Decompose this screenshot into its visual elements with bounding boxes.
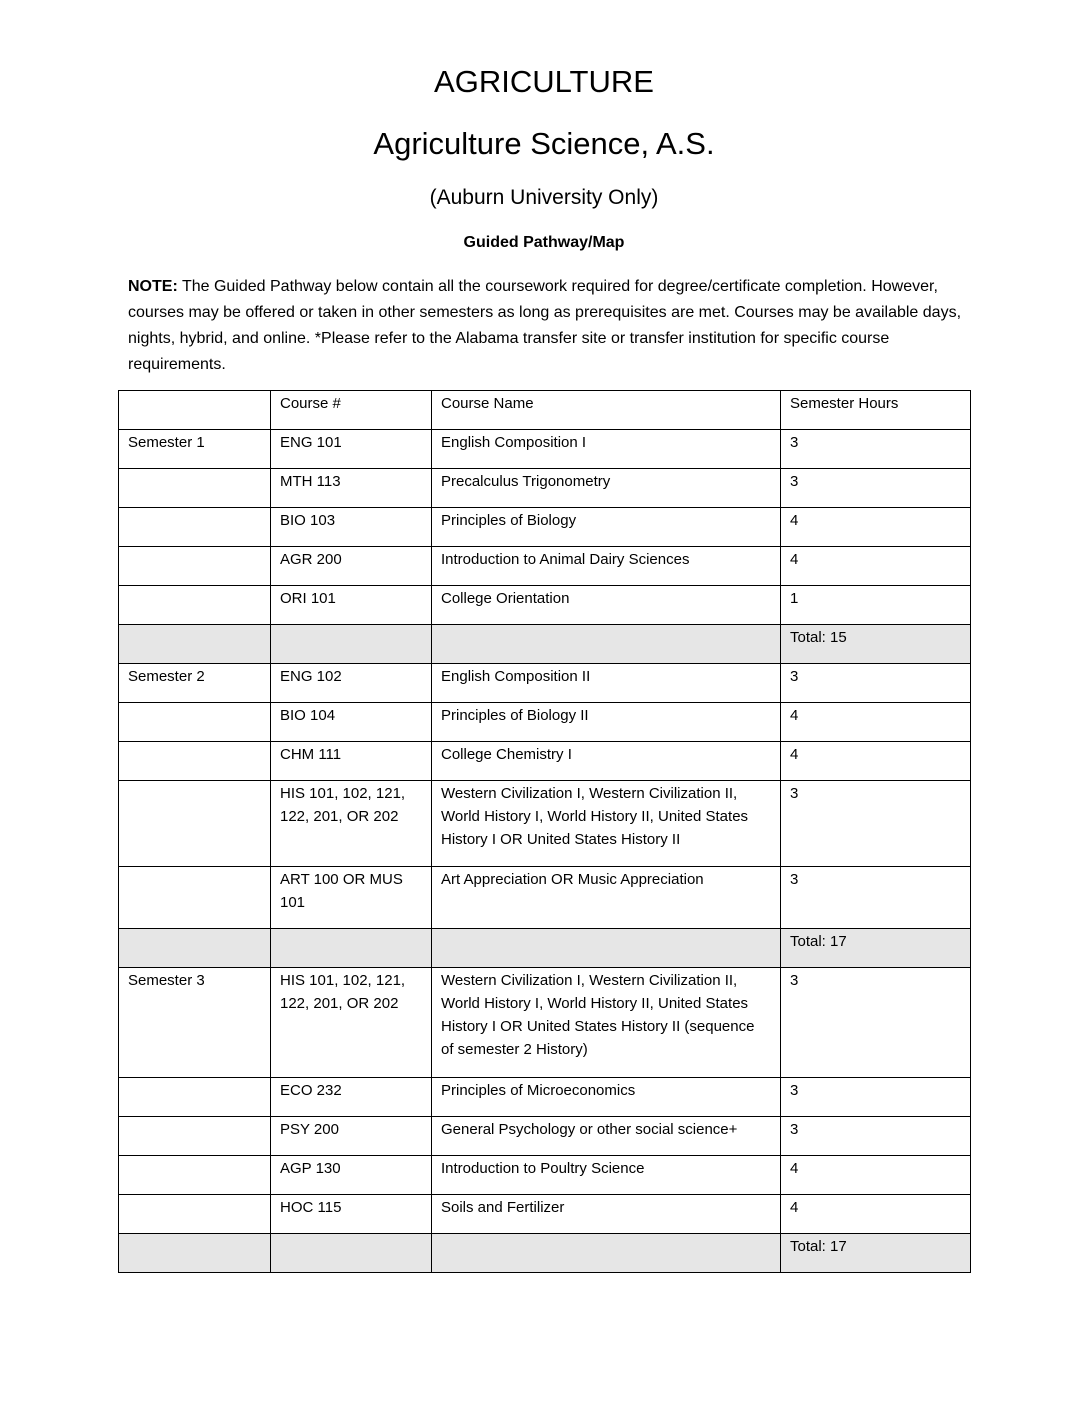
table-row [119, 742, 971, 781]
table-cell: Total: 15 [781, 625, 971, 664]
table-row [119, 781, 971, 867]
total-row [119, 929, 971, 968]
table-cell: HIS 101, 102, 121, 122, 201, OR 202 [271, 781, 432, 867]
table-cell: Total: 17 [781, 1234, 971, 1273]
table-cell: 4 [781, 742, 971, 781]
table-cell [119, 469, 271, 508]
table-cell [119, 703, 271, 742]
table-row [119, 664, 971, 703]
table-cell [271, 929, 432, 968]
table-cell: ENG 102 [271, 664, 432, 703]
table-cell: 4 [781, 508, 971, 547]
table-row [119, 968, 971, 1078]
table-row [119, 586, 971, 625]
table-cell: Precalculus Trigonometry [432, 469, 781, 508]
table-cell: 3 [781, 968, 971, 1078]
table-row [119, 867, 971, 929]
table-cell [119, 625, 271, 664]
table-row [119, 547, 971, 586]
table-cell [119, 1117, 271, 1156]
table-cell: HIS 101, 102, 121, 122, 201, OR 202 [271, 968, 432, 1078]
table-cell: Total: 17 [781, 929, 971, 968]
table-cell [119, 742, 271, 781]
table-cell [119, 929, 271, 968]
table-cell: 4 [781, 1156, 971, 1195]
table-cell: 4 [781, 1195, 971, 1234]
program-title: Agriculture Science, A.S. [373, 126, 715, 161]
note-text: The Guided Pathway below contain all the coursework required for degree/certificate completion. However, courses may be offered or taken in other semesters as long as prerequisites are met. Courses may be available days, nights, hybrid, and online. *Please refer to the Alabama transfer site or transfer institution for specific course requirements. [128, 278, 962, 373]
table-cell: Soils and Fertilizer [432, 1195, 781, 1234]
table-cell: HOC 115 [271, 1195, 432, 1234]
table-cell [119, 1234, 271, 1273]
table-cell: 3 [781, 469, 971, 508]
table-cell: Principles of Biology [432, 508, 781, 547]
table-cell: Principles of Microeconomics [432, 1078, 781, 1117]
table-cell [119, 1078, 271, 1117]
table-cell [119, 781, 271, 867]
table-cell: BIO 104 [271, 703, 432, 742]
pathway-subtitle: Guided Pathway/Map [463, 234, 625, 251]
table-cell [119, 547, 271, 586]
note-label: NOTE: [128, 278, 178, 295]
table-cell: Semester 3 [119, 968, 271, 1078]
table-cell: 3 [781, 1117, 971, 1156]
table-cell: ENG 101 [271, 430, 432, 469]
table-cell: 3 [781, 1078, 971, 1117]
table-cell: Course Name [432, 391, 781, 430]
table-cell [119, 1195, 271, 1234]
table-cell: 4 [781, 547, 971, 586]
table-row [119, 703, 971, 742]
table-cell [432, 625, 781, 664]
table-row [119, 1195, 971, 1234]
total-row [119, 1234, 971, 1273]
table-cell: Introduction to Poultry Science [432, 1156, 781, 1195]
table-cell: 4 [781, 703, 971, 742]
program-qualifier: (Auburn University Only) [429, 186, 659, 209]
table-cell [119, 1156, 271, 1195]
table-cell: ECO 232 [271, 1078, 432, 1117]
table-row [119, 1078, 971, 1117]
table-cell [271, 625, 432, 664]
table-cell [119, 391, 271, 430]
table-cell: AGP 130 [271, 1156, 432, 1195]
table-row [119, 430, 971, 469]
table-row [119, 1156, 971, 1195]
table-cell: AGR 200 [271, 547, 432, 586]
table-cell: Art Appreciation OR Music Appreciation [432, 867, 781, 929]
table-cell: General Psychology or other social science+ [432, 1117, 781, 1156]
table-cell: 1 [781, 586, 971, 625]
department-title: AGRICULTURE [434, 64, 654, 99]
table-cell: College Chemistry I [432, 742, 781, 781]
table-cell: Introduction to Animal Dairy Sciences [432, 547, 781, 586]
table-cell: Course # [271, 391, 432, 430]
table-cell: 3 [781, 867, 971, 929]
table-cell: Semester 1 [119, 430, 271, 469]
table-cell: College Orientation [432, 586, 781, 625]
table-cell: ORI 101 [271, 586, 432, 625]
table-cell [119, 867, 271, 929]
table-row [119, 469, 971, 508]
table-cell [119, 508, 271, 547]
table-cell: CHM 111 [271, 742, 432, 781]
table-cell: Principles of Biology II [432, 703, 781, 742]
table-cell: English Composition I [432, 430, 781, 469]
table-cell: 3 [781, 430, 971, 469]
table-cell: 3 [781, 664, 971, 703]
table-cell: MTH 113 [271, 469, 432, 508]
table-cell [119, 586, 271, 625]
table-cell: PSY 200 [271, 1117, 432, 1156]
table-cell: ART 100 OR MUS 101 [271, 867, 432, 929]
table-cell: Western Civilization I, Western Civilization II, World History I, World History II, United States History I OR United States History II (sequence of semester 2 History) [432, 968, 781, 1078]
table-header-row [119, 391, 971, 430]
total-row [119, 625, 971, 664]
table-row [119, 508, 971, 547]
table-cell: 3 [781, 781, 971, 867]
table-cell: Semester Hours [781, 391, 971, 430]
table-cell [432, 929, 781, 968]
table-cell: Western Civilization I, Western Civilization II, World History I, World History II, United States History I OR United States History II [432, 781, 781, 867]
note-paragraph [128, 274, 968, 378]
table-cell [271, 1234, 432, 1273]
table-cell: BIO 103 [271, 508, 432, 547]
table-cell: Semester 2 [119, 664, 271, 703]
table-cell [432, 1234, 781, 1273]
pathway-table [118, 390, 971, 1273]
table-cell: English Composition II [432, 664, 781, 703]
table-row [119, 1117, 971, 1156]
